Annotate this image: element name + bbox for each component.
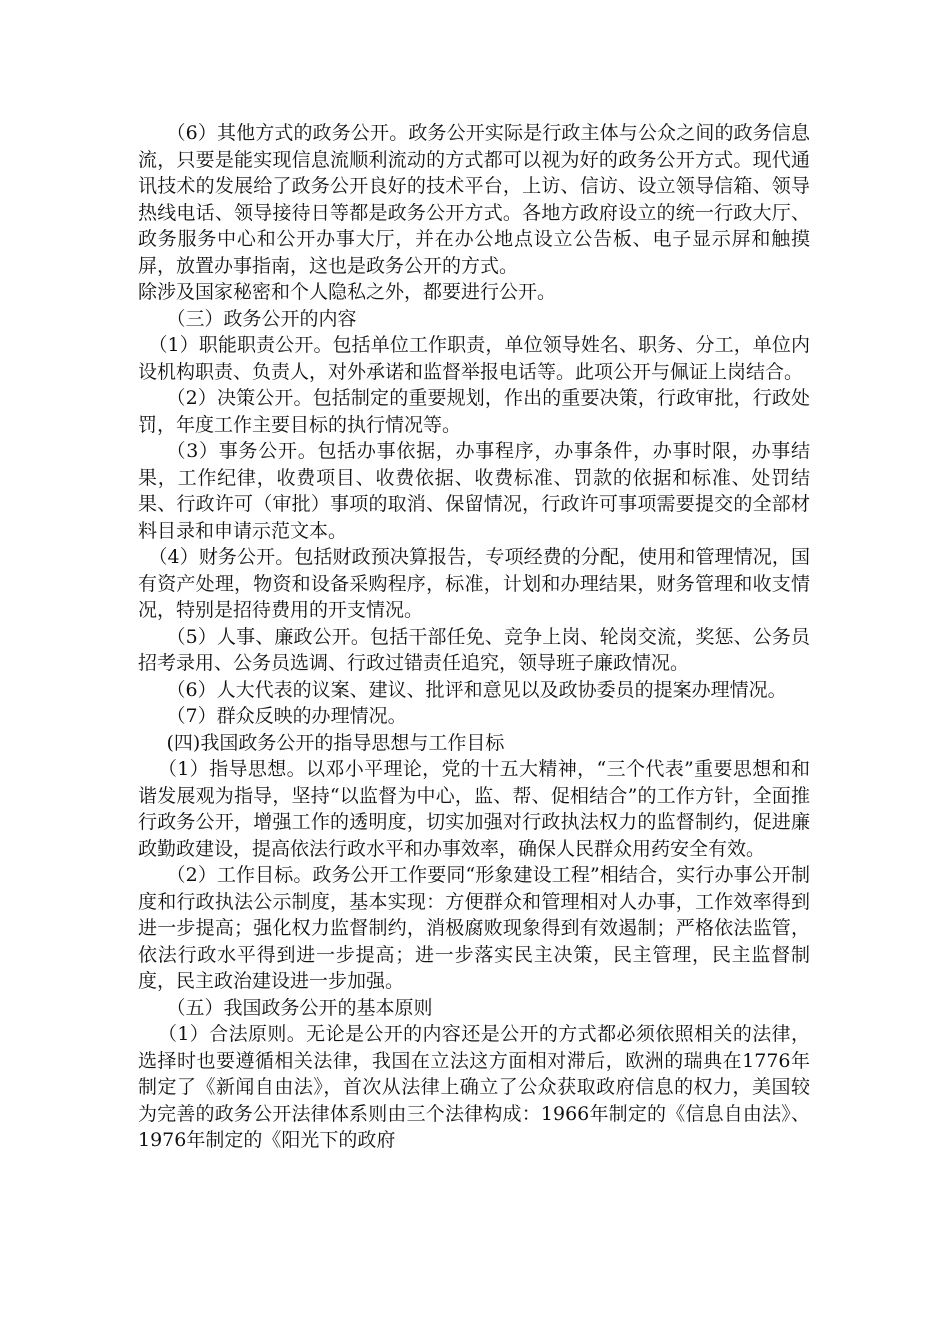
paragraph-legality-principle: （1）合法原则。无论是公开的内容还是公开的方式都必须依照相关的法律，选择时也要遵循相关法律，我国在立法这方面相对滞后，欧洲的瑞典在1776年制定了《新闻自由法》，首次从法律上确立了公众获取政府信息的权力，美国较为完善的政务公开法律体系则由三个法律构成：1966年制定的《信息自由法》、1976年制定的《阳光下的政府: [138, 1023, 810, 1151]
paragraph-other-disclosure-methods: （6）其他方式的政务公开。政务公开实际是行政主体与公众之间的政务信息流，只要是能实现信息流顺利流动的方式都可以视为好的政务公开方式。现代通讯技术的发展给了政务公开良好的技术平台，上访、信访、设立领导信箱、领导热线电话、领导接待日等都是政务公开方式。各地方政府设立的统一行政大厅、政务服务中心和公开办事大厅，并在办公地点设立公告板、电子显示屏和触摸屏，放置办事指南，这也是政务公开的方式。: [138, 122, 810, 277]
paragraph-finance-disclosure: （4）财务公开。包括财政预决算报告，专项经费的分配，使用和管理情况，国有资产处理，物资和设备采购程序，标准，计划和办理结果，财务管理和收支情况，特别是招待费用的开支情况。: [138, 546, 810, 621]
section-heading-principles: （五）我国政务公开的基本原则: [166, 996, 433, 1019]
section-heading-guiding-ideology: (四)我国政务公开的指导思想与工作目标: [166, 731, 505, 754]
paragraph-functions-duties: （1）职能职责公开。包括单位工作职责，单位领导姓名、职务、分工，单位内设机构职责、负责人，对外承诺和监督举报电话等。此项公开与佩证上岗结合。: [138, 334, 810, 383]
paragraph-public-feedback: （7）群众反映的办理情况。: [166, 705, 407, 727]
paragraph-decision-disclosure: （2）决策公开。包括制定的重要规划，作出的重要决策，行政审批，行政处罚，年度工作主要目标的执行情况等。: [138, 387, 810, 436]
paragraph-exceptions: 除涉及国家秘密和个人隐私之外，都要进行公开。: [138, 281, 557, 303]
document-body: [138, 120, 810, 1154]
paragraph-work-goals: （2）工作目标。政务公开工作要同“形象建设工程”相结合，实行办事公开制度和行政执法公示制度，基本实现：方便群众和管理相对人办事，工作效率得到进一步提高；强化权力监督制约，消极腐败现象得到有效遏制；严格依法监管，依法行政水平得到进一步提高；进一步落实民主决策，民主管理，民主监督制度，民主政治建设进一步加强。: [138, 864, 810, 992]
paragraph-affairs-disclosure: （3）事务公开。包括办事依据，办事程序，办事条件，办事时限，办事结果，工作纪律，收费项目、收费依据、收费标准、罚款的依据和标准、处罚结果、行政许可（审批）事项的取消、保留情况，行政许可事项需要提交的全部材料目录和申请示范文本。: [138, 440, 810, 542]
paragraph-guiding-ideology: （1）指导思想。以邓小平理论，党的十五大精神，“三个代表”重要思想和和谐发展观为指导，坚持“以监督为中心，监、帮、促相结合”的工作方针，全面推行政务公开，增强工作的透明度，切实加强对行政执法权力的监督制约，促进廉政勤政建设，提高依法行政水平和办事效率，确保人民群众用药安全有效。: [138, 758, 810, 860]
paragraph-personnel-disclosure: （5）人事、廉政公开。包括干部任免、竞争上岗、轮岗交流，奖惩、公务员招考录用、公务员选调、行政过错责任追究，领导班子廉政情况。: [138, 625, 810, 674]
section-heading-content: （三）政务公开的内容: [166, 307, 357, 330]
paragraph-proposals: （6）人大代表的议案、建议、批评和意见以及政协委员的提案办理情况。: [166, 678, 787, 701]
